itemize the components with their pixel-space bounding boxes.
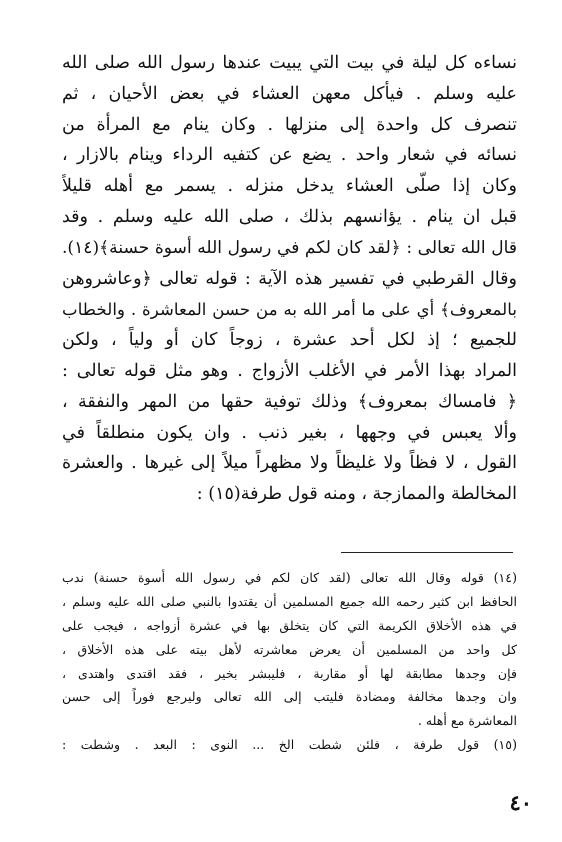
footnote-line: الحافظ ابن كثير رحمه الله جميع المسلمين أن يقتدوا بالنبي صلى الله عليه وسلم ،	[62, 593, 517, 609]
main-text-line: عليه وسلم . فيأكل معهن العشاء في بعض الأحيان ، ثم	[62, 83, 517, 104]
footnote-line: (١٤) قوله وقال الله تعالى (لقد كان لكم في رسول الله أسوة حسنة) ندب	[62, 570, 517, 585]
main-text-line: نسائه في شعار واحد . يضع عن كتفيه الرداء وينام بالازار ،	[62, 145, 517, 166]
footnote-line: كل واحد من المسلمين أن يعرض معاشرته لأهل بيته على هذه الأخلاق ،	[62, 641, 517, 657]
main-text-line: قبل ان ينام . يؤانسهم بذلك ، صلى الله عليه وسلم . وقد	[62, 206, 517, 227]
footnote-line: (١٥) قول طرفة ، فلئن شطت الخ ... النوى : البعد . وشطت :	[62, 737, 517, 753]
main-text-line: المراد بهذا الأمر في الأغلب الأزواج . وهو مثل قوله تعالى :	[62, 360, 517, 381]
main-text-line: وقال القرطبي في تفسير هذه الآية : قوله تعالى ﴿وعاشروهن	[62, 268, 517, 289]
main-text-line: بالمعروف﴾ أي على ما أمر الله به من حسن المعاشرة . والخطاب	[62, 299, 517, 320]
main-text-line: للجميع ؛ إذ لكل أحد عشرة ، زوجاً كان أو ولياً ، ولكن	[62, 330, 517, 351]
main-text-line: المخالطة والممازجة ، ومنه قول طرفة(١٥) :	[196, 484, 517, 505]
main-text-line: تنصرف كل واحدة إلى منزلها . وكان ينام مع المرأة من	[62, 114, 517, 135]
footnote-divider	[341, 552, 513, 553]
footnotes-block	[62, 566, 517, 757]
main-text-line: نساءه كل ليلة في بيت التي يبيت عندها رسول الله صلى الله	[62, 53, 517, 73]
footnote-line: فإن وجدها مطابقة لها أو مقاربة ، فليبشر بخير ، فقد اقتدى واهتدى ،	[62, 665, 517, 681]
main-text-line: وألا يعبس في وجهها ، بغير ذنب . وان يكون منطلقاً في	[62, 422, 517, 443]
main-text-line: وكان إذا صلّى العشاء يدخل منزله . يسمر مع أهله قليلاً	[62, 176, 517, 197]
main-text-line: قال الله تعالى : ﴿لقد كان لكم في رسول الله أسوة حسنة﴾(١٤).	[62, 237, 517, 258]
main-text-block	[62, 48, 517, 510]
footnote-line: المعاشرة مع أهله .	[417, 713, 517, 729]
footnote-line: وان وجدها مخالفة ومضادة فليتب إلى الله تعالى وليرجع فوراً إلى حسن	[62, 689, 517, 705]
main-text-line: القول ، لا فظاً ولا غليظاً ولا مظهراً ميلاً إلى غيرها . والعشرة	[62, 453, 517, 474]
main-text-line: ﴿ فامساك بمعروف﴾ وذلك توفية حقها من المهر والنفقة ،	[62, 391, 517, 412]
page-number: ٤٠	[509, 790, 532, 815]
footnote-line: في هذه الأخلاق الكريمة التي كان يتخلق بها في عشرة أزواجه ، فيجب على	[62, 617, 517, 633]
